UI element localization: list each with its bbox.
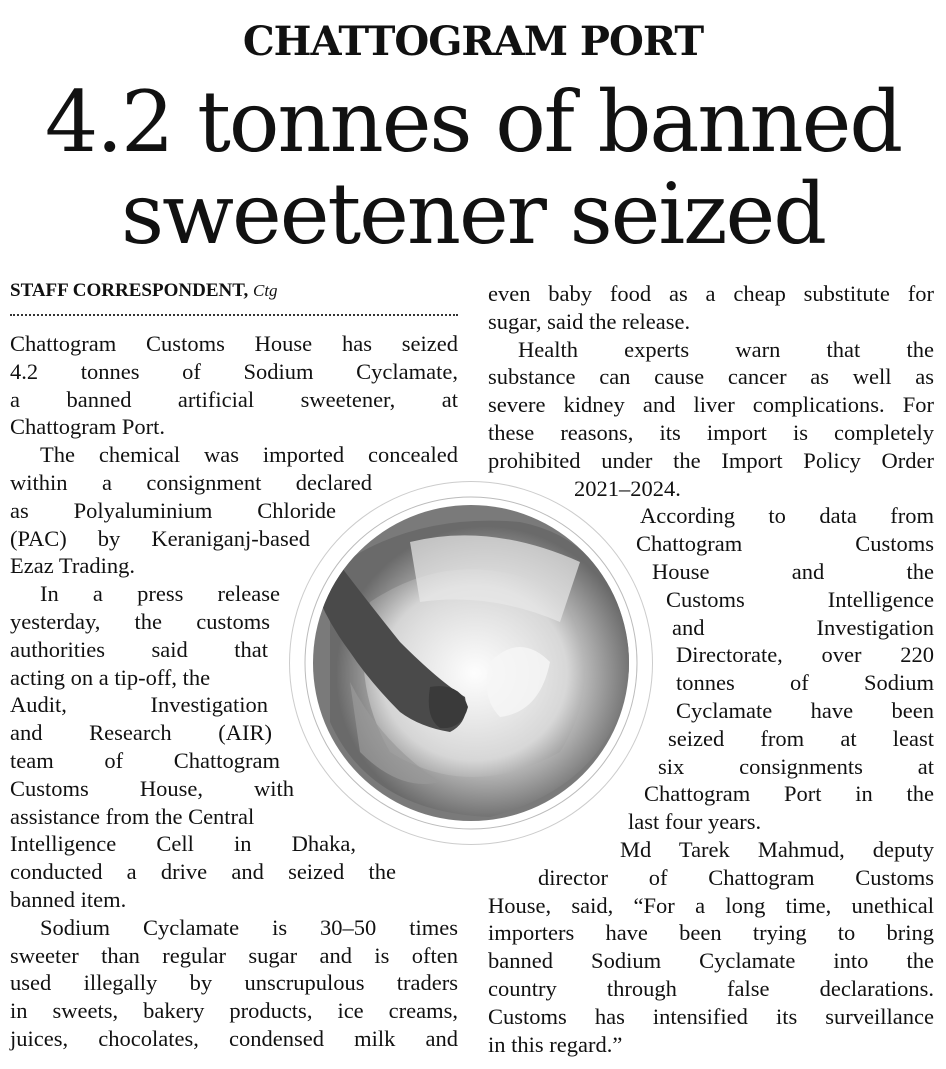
body-line: Directorate, over 220 bbox=[676, 642, 934, 668]
body-line: team of Chattogram bbox=[10, 747, 280, 773]
body-line: Md Tarek Mahmud, deputy bbox=[620, 836, 934, 862]
byline-divider bbox=[10, 314, 458, 316]
body-line: country through false declarations. bbox=[488, 975, 934, 1001]
body-line: assistance from the Central bbox=[10, 803, 255, 829]
body-line: Sodium Cyclamate is 30–50 times bbox=[40, 914, 458, 940]
body-line: and Investigation bbox=[672, 614, 934, 640]
body-line: acting on a tip-off, the bbox=[10, 664, 211, 690]
body-line: Ezaz Trading. bbox=[10, 553, 135, 579]
body-line: House and the bbox=[652, 558, 934, 584]
body-line: Customs has intensified its surveillance bbox=[488, 1003, 934, 1029]
body-line: a banned artificial sweetener, at bbox=[10, 386, 458, 412]
body-line: Customs Intelligence bbox=[666, 586, 934, 612]
body-line: Audit, Investigation bbox=[10, 692, 268, 718]
body-line: sugar, said the release. bbox=[488, 308, 691, 334]
body-line: severe kidney and liver complications. For bbox=[488, 392, 934, 418]
byline bbox=[10, 280, 460, 302]
headline-line-2: sweetener seized bbox=[121, 165, 825, 263]
headline bbox=[0, 73, 946, 263]
headline-line-1: 4.2 tonnes of banned bbox=[44, 73, 902, 171]
body-line: in sweets, bakery products, ice creams, bbox=[10, 998, 458, 1024]
body-line: seized from at least bbox=[668, 725, 934, 751]
byline-location: Ctg bbox=[252, 281, 278, 300]
body-line: last four years. bbox=[628, 809, 762, 835]
body-line: conducted a drive and seized the bbox=[10, 859, 396, 885]
body-line: The chemical was imported concealed bbox=[40, 442, 458, 468]
body-line: and Research (AIR) bbox=[10, 720, 272, 746]
body-line: Chattogram Customs bbox=[636, 531, 934, 557]
body-line: as Polyaluminium Chloride bbox=[10, 497, 336, 523]
body-line: Customs House, with bbox=[10, 775, 294, 801]
body-line: Chattogram Port in the bbox=[644, 781, 934, 807]
article-photo bbox=[290, 482, 652, 844]
body-line: Chattogram Port. bbox=[10, 414, 165, 440]
body-line: 4.2 tonnes of Sodium Cyclamate, bbox=[10, 358, 458, 384]
body-line: director of Chattogram Customs bbox=[538, 864, 934, 890]
body-line: In a press release bbox=[40, 581, 280, 607]
body-line: juices, chocolates, condensed milk and bbox=[10, 1025, 458, 1051]
body-line: in this regard.” bbox=[488, 1031, 623, 1057]
body-line: prohibited under the Import Policy Order bbox=[488, 447, 934, 473]
body-line: yesterday, the customs bbox=[10, 608, 270, 634]
body-line: banned Sodium Cyclamate into the bbox=[488, 948, 934, 974]
body-line: sweeter than regular sugar and is often bbox=[10, 942, 458, 968]
body-line: six consignments at bbox=[658, 753, 934, 779]
body-line: (PAC) by Keraniganj-based bbox=[10, 525, 310, 551]
body-line: authorities said that bbox=[10, 636, 268, 662]
body-line: even baby food as a cheap substitute for bbox=[488, 281, 934, 306]
body-line: Chattogram Customs House has seized bbox=[10, 331, 458, 356]
body-line: these reasons, its import is completely bbox=[488, 419, 934, 445]
body-line: Intelligence Cell in Dhaka, bbox=[10, 831, 356, 857]
body-line: importers have been trying to bring bbox=[488, 920, 934, 946]
section-kicker: CHATTOGRAM PORT bbox=[242, 18, 704, 65]
body-line: banned item. bbox=[10, 886, 127, 912]
seized-sweetener-photo bbox=[290, 482, 652, 844]
body-line: According to data from bbox=[640, 503, 934, 529]
body-line: used illegally by unscrupulous traders bbox=[10, 970, 458, 996]
body-line: tonnes of Sodium bbox=[676, 670, 934, 696]
body-line: substance can cause cancer as well as bbox=[488, 364, 934, 390]
byline-author: STAFF CORRESPONDENT, bbox=[10, 280, 249, 301]
body-line: 2021–2024. bbox=[574, 475, 681, 501]
body-line: within a consignment declared bbox=[10, 469, 372, 495]
body-line: Health experts warn that the bbox=[518, 336, 934, 362]
body-line: House, said, “For a long time, unethical bbox=[488, 892, 934, 918]
body-line: Cyclamate have been bbox=[676, 697, 934, 723]
